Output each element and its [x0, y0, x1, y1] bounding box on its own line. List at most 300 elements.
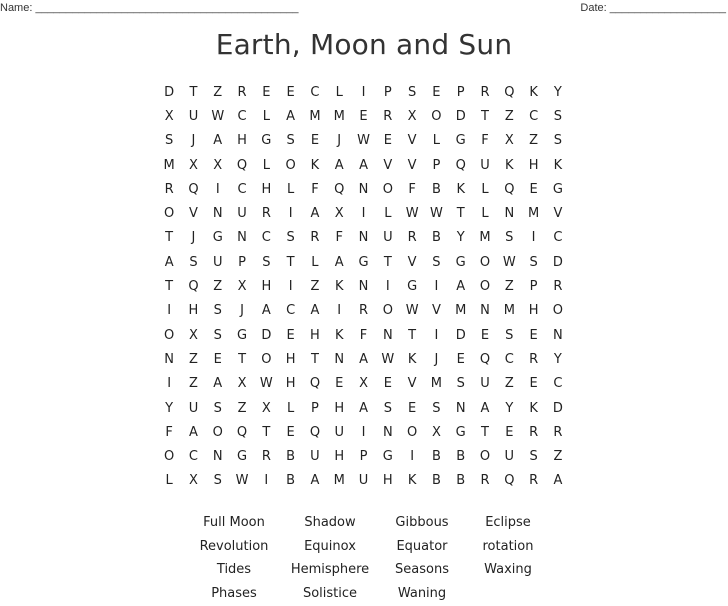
- grid-letter: E: [286, 424, 295, 440]
- grid-letter: K: [553, 157, 563, 173]
- grid-letter: G: [407, 279, 418, 295]
- word-list-item: Solistice: [302, 586, 358, 602]
- grid-letter: Z: [213, 279, 223, 295]
- grid-letter: G: [237, 449, 248, 465]
- grid-letter: E: [505, 424, 514, 440]
- grid-letter: S: [407, 84, 417, 100]
- grid-letter: Q: [236, 424, 248, 440]
- grid-letter: W: [259, 376, 273, 392]
- grid-letter: A: [213, 133, 223, 149]
- grid-letter: N: [382, 424, 393, 440]
- grid-letter: H: [334, 400, 345, 416]
- grid-letter: S: [553, 108, 563, 124]
- grid-letter: C: [237, 181, 247, 197]
- grid-letter: E: [383, 133, 392, 149]
- grid-letter: S: [213, 400, 222, 416]
- grid-letter: N: [358, 279, 369, 295]
- word-list-item: Equator: [396, 538, 448, 554]
- grid-letter: X: [504, 133, 514, 149]
- grid-letter: V: [407, 133, 417, 149]
- grid-letter: V: [188, 206, 198, 222]
- grid-letter: R: [164, 181, 174, 197]
- grid-letter: S: [505, 327, 514, 343]
- grid-letter: L: [481, 181, 489, 197]
- grid-letter: M: [333, 108, 345, 124]
- grid-letter: D: [261, 327, 272, 343]
- grid-letter: N: [455, 400, 466, 416]
- grid-letter: T: [310, 351, 319, 367]
- date-field-label: Date: ___________________: [580, 2, 726, 14]
- grid-letter: P: [238, 254, 246, 270]
- word-search-grid: [157, 80, 570, 493]
- grid-letter: Q: [309, 424, 321, 440]
- grid-letter: Q: [504, 84, 515, 100]
- grid-letter: R: [261, 449, 271, 465]
- grid-letter: H: [285, 376, 296, 392]
- grid-letter: H: [334, 449, 345, 465]
- grid-letter: H: [237, 133, 247, 149]
- grid-letter: W: [405, 303, 419, 319]
- page-title: Earth, Moon and Sun: [215, 28, 513, 61]
- grid-letter: K: [456, 181, 465, 197]
- grid-letter: M: [430, 376, 443, 392]
- grid-letter: E: [408, 400, 417, 416]
- grid-letter: E: [383, 376, 392, 392]
- grid-letter: A: [286, 108, 296, 124]
- grid-letter: O: [431, 108, 442, 124]
- grid-letter: K: [529, 84, 538, 100]
- word-list-item: Tides: [216, 562, 252, 578]
- grid-letter: J: [434, 351, 439, 367]
- grid-letter: E: [529, 181, 538, 197]
- grid-letter: A: [310, 473, 320, 489]
- grid-letter: L: [287, 400, 295, 416]
- grid-letter: I: [434, 279, 439, 295]
- grid-letter: Y: [456, 230, 465, 246]
- grid-letter: O: [407, 424, 418, 440]
- grid-letter: T: [481, 108, 489, 124]
- grid-letter: Y: [165, 400, 174, 416]
- grid-letter: E: [335, 376, 344, 392]
- grid-letter: K: [310, 157, 320, 173]
- grid-letter: P: [432, 157, 441, 173]
- grid-letter: S: [286, 133, 295, 149]
- word-list-item: Eclipse: [485, 515, 531, 530]
- grid-letter: F: [335, 230, 343, 246]
- grid-letter: A: [334, 157, 344, 173]
- grid-letter: S: [213, 327, 222, 343]
- grid-letter: E: [286, 84, 295, 100]
- word-list-item: Equinox: [304, 538, 356, 554]
- grid-letter: U: [504, 449, 515, 465]
- grid-letter: Z: [504, 376, 514, 392]
- grid-letter: U: [480, 376, 490, 392]
- grid-letter: O: [552, 303, 564, 319]
- grid-letter: A: [359, 351, 368, 367]
- grid-letter: O: [212, 424, 223, 440]
- grid-letter: O: [479, 449, 491, 465]
- grid-letter: V: [383, 157, 393, 173]
- grid-letter: S: [432, 254, 441, 270]
- grid-letter: N: [212, 449, 223, 465]
- grid-letter: C: [553, 230, 563, 246]
- grid-letter: T: [456, 206, 465, 222]
- grid-letter: C: [188, 449, 198, 465]
- grid-letter: P: [529, 279, 538, 295]
- name-field-label: Name: ___________________________________________: [0, 2, 299, 14]
- grid-letter: O: [261, 351, 272, 367]
- word-list-item: Revolution: [199, 538, 269, 554]
- grid-letter: F: [408, 181, 416, 197]
- grid-letter: Z: [310, 279, 320, 295]
- word-list-item: Shadow: [304, 515, 356, 530]
- grid-letter: D: [455, 108, 466, 124]
- grid-letter: K: [334, 279, 344, 295]
- grid-letter: Y: [553, 84, 562, 100]
- grid-letter: X: [407, 108, 417, 124]
- grid-letter: T: [286, 254, 295, 270]
- grid-letter: S: [432, 400, 441, 416]
- grid-letter: N: [358, 230, 369, 246]
- grid-letter: H: [188, 303, 199, 319]
- grid-letter: G: [455, 424, 466, 440]
- grid-letter: Q: [309, 376, 321, 392]
- grid-letter: A: [359, 400, 368, 416]
- grid-letter: M: [163, 157, 175, 173]
- grid-letter: I: [288, 279, 293, 295]
- grid-letter: A: [310, 303, 320, 319]
- grid-letter: Q: [188, 279, 199, 295]
- grid-letter: C: [504, 351, 514, 367]
- grid-letter: M: [333, 473, 345, 489]
- grid-letter: I: [337, 303, 342, 319]
- grid-letter: C: [553, 376, 563, 392]
- grid-letter: H: [261, 181, 272, 197]
- grid-letter: U: [188, 108, 199, 124]
- grid-letter: G: [455, 133, 466, 149]
- grid-letter: T: [189, 84, 198, 100]
- grid-letter: Q: [455, 157, 466, 173]
- grid-letter: U: [480, 157, 490, 173]
- word-list-item: Gibbous: [395, 515, 449, 530]
- grid-letter: S: [383, 400, 392, 416]
- grid-letter: E: [529, 376, 538, 392]
- grid-letter: G: [237, 327, 248, 343]
- grid-letter: G: [212, 230, 223, 246]
- grid-letter: N: [553, 327, 563, 343]
- grid-letter: S: [213, 303, 222, 319]
- grid-letter: X: [188, 157, 198, 173]
- grid-letter: V: [553, 206, 563, 222]
- grid-letter: M: [479, 230, 491, 246]
- grid-letter: R: [310, 230, 320, 246]
- grid-letter: E: [456, 351, 465, 367]
- grid-letter: N: [504, 206, 515, 222]
- grid-letter: G: [382, 449, 393, 465]
- grid-letter: Y: [553, 351, 562, 367]
- grid-letter: R: [529, 473, 539, 489]
- grid-letter: T: [165, 230, 174, 246]
- grid-letter: J: [191, 230, 196, 246]
- grid-letter: A: [188, 424, 198, 440]
- grid-letter: X: [237, 376, 247, 392]
- grid-letter: H: [310, 327, 320, 343]
- grid-letter: H: [261, 279, 272, 295]
- grid-letter: U: [310, 449, 320, 465]
- grid-letter: H: [285, 351, 296, 367]
- grid-letter: N: [382, 327, 393, 343]
- grid-letter: X: [188, 327, 198, 343]
- grid-letter: A: [359, 157, 368, 173]
- grid-letter: U: [358, 473, 369, 489]
- grid-letter: A: [213, 376, 223, 392]
- grid-letter: Z: [529, 133, 539, 149]
- grid-letter: J: [337, 133, 342, 149]
- grid-letter: G: [455, 254, 466, 270]
- grid-letter: V: [407, 254, 417, 270]
- grid-letter: B: [431, 449, 441, 465]
- grid-letter: X: [261, 400, 271, 416]
- grid-letter: Q: [504, 473, 515, 489]
- grid-letter: R: [553, 279, 563, 295]
- grid-letter: R: [237, 84, 247, 100]
- grid-letter: P: [456, 84, 465, 100]
- grid-letter: M: [455, 303, 467, 319]
- grid-letter: B: [431, 473, 441, 489]
- grid-letter: C: [310, 84, 320, 100]
- grid-letter: L: [311, 254, 319, 270]
- grid-letter: R: [529, 351, 539, 367]
- grid-letter: C: [529, 108, 539, 124]
- grid-letter: B: [456, 449, 466, 465]
- grid-letter: E: [213, 351, 222, 367]
- grid-letter: R: [553, 424, 563, 440]
- grid-letter: I: [215, 181, 220, 197]
- grid-letter: Z: [553, 449, 563, 465]
- grid-letter: P: [359, 449, 368, 465]
- grid-letter: L: [481, 206, 489, 222]
- grid-letter: U: [212, 254, 223, 270]
- grid-letter: Z: [188, 351, 198, 367]
- grid-letter: E: [262, 84, 271, 100]
- grid-letter: K: [407, 473, 417, 489]
- word-list-item: Hemisphere: [290, 562, 370, 578]
- grid-letter: U: [188, 400, 199, 416]
- grid-letter: D: [552, 254, 563, 270]
- grid-letter: W: [405, 206, 419, 222]
- grid-letter: S: [286, 230, 295, 246]
- grid-letter: O: [382, 303, 393, 319]
- grid-letter: R: [407, 230, 417, 246]
- grid-letter: Z: [188, 376, 198, 392]
- grid-letter: S: [505, 230, 514, 246]
- grid-letter: B: [286, 473, 296, 489]
- grid-letter: W: [502, 254, 516, 270]
- grid-letter: M: [527, 206, 540, 222]
- grid-letter: N: [164, 351, 175, 367]
- grid-letter: X: [334, 206, 344, 222]
- grid-letter: T: [238, 351, 247, 367]
- grid-letter: W: [357, 133, 370, 149]
- grid-letter: E: [529, 327, 538, 343]
- grid-letter: X: [188, 473, 198, 489]
- grid-letter: T: [262, 424, 271, 440]
- grid-letter: S: [529, 449, 538, 465]
- grid-letter: E: [286, 327, 295, 343]
- grid-letter: M: [309, 108, 321, 124]
- grid-letter: T: [165, 279, 174, 295]
- grid-letter: I: [410, 449, 415, 465]
- grid-letter: Y: [505, 400, 514, 416]
- grid-letter: W: [381, 351, 395, 367]
- grid-letter: S: [165, 133, 174, 149]
- grid-letter: P: [311, 400, 319, 416]
- grid-letter: W: [211, 108, 225, 124]
- grid-letter: I: [361, 206, 366, 222]
- grid-letter: U: [334, 424, 344, 440]
- grid-letter: I: [361, 84, 366, 100]
- grid-letter: H: [528, 303, 539, 319]
- grid-letter: Q: [236, 157, 248, 173]
- grid-letter: B: [456, 473, 466, 489]
- grid-letter: B: [431, 181, 441, 197]
- grid-letter: L: [432, 133, 441, 149]
- grid-letter: I: [434, 327, 439, 343]
- grid-letter: A: [261, 303, 271, 319]
- grid-letter: L: [262, 108, 270, 124]
- grid-letter: A: [480, 400, 490, 416]
- grid-letter: R: [480, 473, 490, 489]
- grid-letter: S: [213, 473, 222, 489]
- grid-letter: Q: [188, 181, 199, 197]
- grid-letter: I: [264, 473, 269, 489]
- grid-letter: N: [480, 303, 490, 319]
- grid-letter: U: [237, 206, 247, 222]
- grid-letter: O: [479, 254, 491, 270]
- grid-letter: F: [359, 327, 368, 343]
- grid-letter: B: [431, 230, 441, 246]
- grid-letter: K: [505, 157, 514, 173]
- grid-letter: Z: [213, 84, 223, 100]
- grid-letter: J: [240, 303, 244, 319]
- grid-letter: R: [383, 108, 393, 124]
- word-list-item: Waxing: [484, 562, 532, 578]
- grid-letter: E: [480, 327, 490, 343]
- grid-letter: N: [237, 230, 247, 246]
- grid-letter: Z: [504, 108, 514, 124]
- grid-letter: U: [383, 230, 393, 246]
- grid-letter: N: [358, 181, 369, 197]
- grid-letter: Z: [504, 279, 514, 295]
- grid-letter: K: [407, 351, 417, 367]
- grid-letter: A: [456, 279, 466, 295]
- grid-letter: M: [503, 303, 515, 319]
- grid-letter: A: [310, 206, 320, 222]
- grid-letter: A: [553, 473, 563, 489]
- grid-letter: X: [359, 376, 368, 392]
- word-list-item: Waning: [397, 586, 447, 602]
- grid-letter: G: [552, 181, 563, 197]
- grid-letter: F: [165, 424, 173, 440]
- grid-letter: C: [261, 230, 271, 246]
- grid-letter: I: [167, 376, 172, 392]
- grid-letter: P: [383, 84, 392, 100]
- grid-letter: Z: [237, 400, 247, 416]
- grid-letter: J: [191, 133, 196, 149]
- grid-letter: T: [408, 327, 417, 343]
- grid-letter: I: [385, 279, 390, 295]
- grid-letter: T: [383, 254, 392, 270]
- grid-letter: T: [481, 424, 489, 440]
- grid-letter: G: [358, 254, 369, 270]
- grid-letter: Q: [504, 181, 515, 197]
- grid-letter: L: [165, 473, 173, 489]
- grid-letter: X: [164, 108, 174, 124]
- word-list-item: rotation: [482, 538, 534, 554]
- grid-letter: O: [382, 181, 393, 197]
- grid-letter: V: [407, 157, 417, 173]
- grid-letter: O: [164, 206, 175, 222]
- grid-letter: O: [164, 449, 175, 465]
- grid-letter: L: [262, 157, 270, 173]
- grid-letter: R: [480, 84, 490, 100]
- grid-letter: D: [164, 84, 175, 100]
- grid-letter: V: [407, 376, 417, 392]
- word-list: [186, 511, 550, 606]
- grid-letter: K: [334, 327, 344, 343]
- grid-letter: E: [359, 108, 368, 124]
- grid-letter: A: [164, 254, 174, 270]
- grid-letter: W: [429, 206, 443, 222]
- grid-letter: R: [261, 206, 271, 222]
- grid-letter: N: [212, 206, 223, 222]
- grid-letter: S: [189, 254, 198, 270]
- grid-letter: Q: [479, 351, 491, 367]
- grid-letter: I: [288, 206, 293, 222]
- grid-letter: C: [286, 303, 296, 319]
- grid-letter: H: [528, 157, 539, 173]
- grid-letter: S: [456, 376, 465, 392]
- word-list-item: Full Moon: [203, 515, 265, 530]
- grid-letter: S: [553, 133, 563, 149]
- grid-letter: O: [479, 279, 491, 295]
- grid-letter: C: [237, 108, 247, 124]
- grid-letter: I: [531, 230, 536, 246]
- grid-letter: D: [455, 327, 466, 343]
- grid-letter: D: [552, 400, 563, 416]
- grid-letter: V: [431, 303, 441, 319]
- grid-letter: R: [529, 424, 539, 440]
- grid-letter: R: [359, 303, 369, 319]
- grid-letter: O: [164, 327, 175, 343]
- grid-letter: A: [334, 254, 344, 270]
- grid-letter: B: [286, 449, 296, 465]
- grid-letter: Q: [334, 181, 345, 197]
- word-list-item: Phases: [211, 586, 257, 602]
- grid-letter: I: [361, 424, 366, 440]
- grid-letter: X: [431, 424, 441, 440]
- grid-letter: I: [167, 303, 172, 319]
- grid-letter: L: [335, 84, 343, 100]
- grid-letter: N: [334, 351, 345, 367]
- word-list-item: Seasons: [395, 562, 449, 578]
- grid-letter: X: [237, 279, 247, 295]
- grid-letter: L: [384, 206, 392, 222]
- grid-letter: W: [235, 473, 249, 489]
- grid-letter: F: [481, 133, 489, 149]
- grid-letter: K: [529, 400, 538, 416]
- grid-letter: L: [287, 181, 295, 197]
